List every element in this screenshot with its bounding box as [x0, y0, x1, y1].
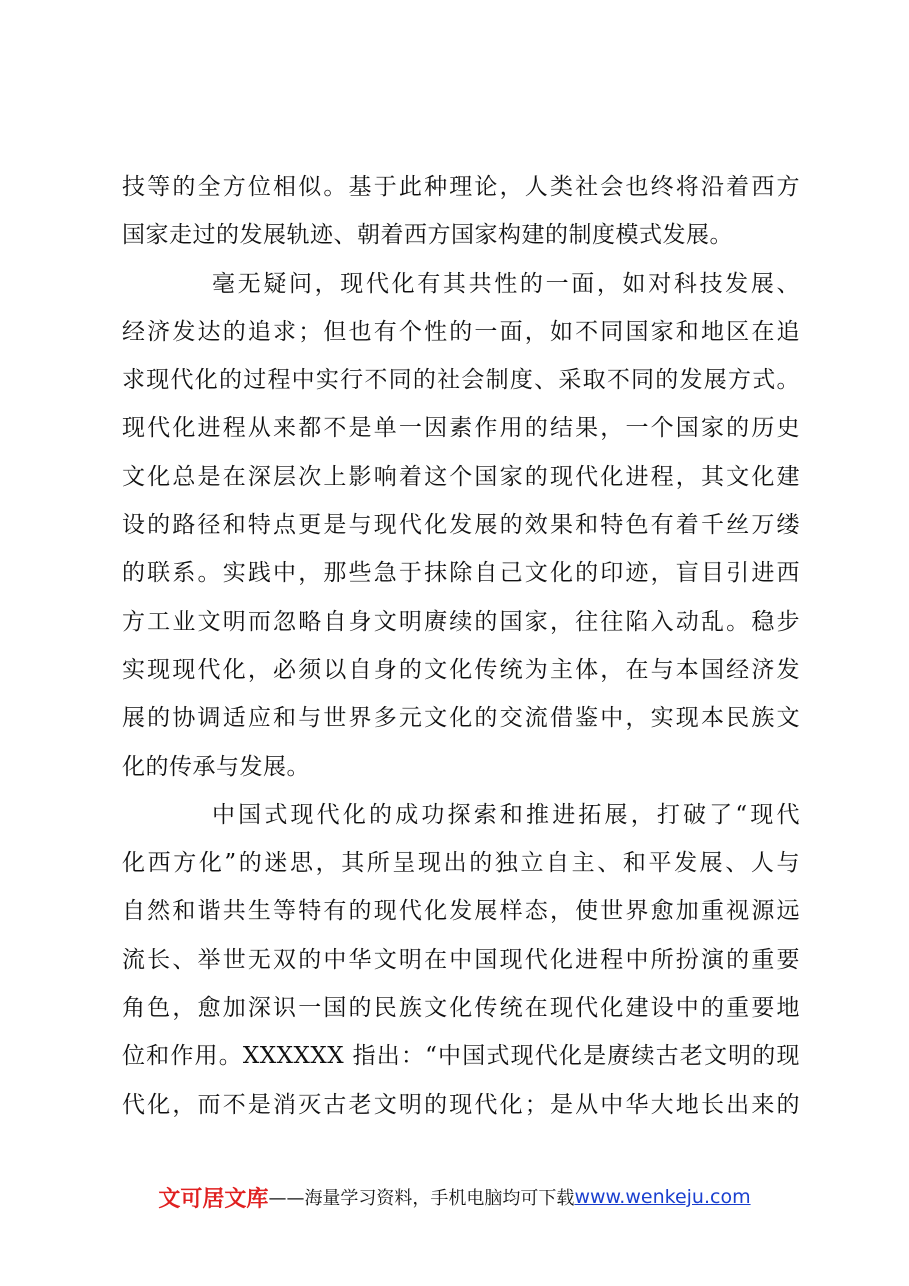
- text-line: 方工业文明而忽略自身文明赓续的国家，往往陷入动乱。稳步: [122, 608, 800, 635]
- text-line: 中国式现代化的成功探索和推进拓展，打破了“现代: [212, 801, 800, 828]
- text-line: 化的传承与发展。: [122, 753, 310, 780]
- paragraph: [122, 791, 800, 1129]
- text-line: 位和作用。XXXXXX 指出：“中国式现代化是赓续古老文明的现: [122, 1043, 800, 1070]
- text-line: 现代化进程从来都不是单一因素作用的结果，一个国家的历史: [122, 415, 800, 442]
- text-line: 毫无疑问，现代化有其共性的一面，如对科技发展、: [212, 270, 800, 297]
- text-line: 自然和谐共生等特有的现代化发展样态，使世界愈加重视源远: [122, 898, 800, 925]
- text-line: 的联系。实践中，那些急于抹除自己文化的印迹，盲目引进西: [122, 560, 800, 587]
- paragraph: [122, 260, 800, 791]
- paragraph: [122, 163, 800, 260]
- footer-url-link[interactable]: www.wenkeju.com: [574, 1186, 751, 1208]
- footer-brand: 文可居文库: [158, 1186, 269, 1212]
- text-line: 化西方化”的迷思，其所呈现出的独立自主、和平发展、人与: [122, 850, 800, 877]
- text-line: 技等的全方位相似。基于此种理论，人类社会也终将沿着西方: [122, 174, 800, 200]
- footer-slogan: ——海量学习资料，手机电脑均可下载: [268, 1188, 575, 1209]
- text-line: 角色，愈加深识一国的民族文化传统在现代化建设中的重要地: [122, 995, 800, 1022]
- text-line: 文化总是在深层次上影响着这个国家的现代化进程，其文化建: [122, 463, 800, 490]
- text-line: 设的路径和特点更是与现代化发展的效果和特色有着千丝万缕: [122, 512, 800, 539]
- text-line: 实现现代化，必须以自身的文化传统为主体，在与本国经济发: [122, 656, 800, 683]
- footer-banner: [0, 1180, 909, 1214]
- text-line: 经济发达的追求；但也有个性的一面，如不同国家和地区在追: [122, 318, 800, 345]
- text-line: 展的协调适应和与世界多元文化的交流借鉴中，实现本民族文: [122, 705, 800, 732]
- text-line: 代化，而不是消灭古老文明的现代化；是从中华大地长出来的: [122, 1091, 800, 1118]
- text-line: 国家走过的发展轨迹、朝着西方国家构建的制度模式发展。: [122, 222, 733, 249]
- document-body: [122, 163, 800, 1129]
- text-line: 流长、举世无双的中华文明在中国现代化进程中所扮演的重要: [122, 946, 800, 973]
- text-line: 求现代化的过程中实行不同的社会制度、采取不同的发展方式。: [122, 367, 800, 394]
